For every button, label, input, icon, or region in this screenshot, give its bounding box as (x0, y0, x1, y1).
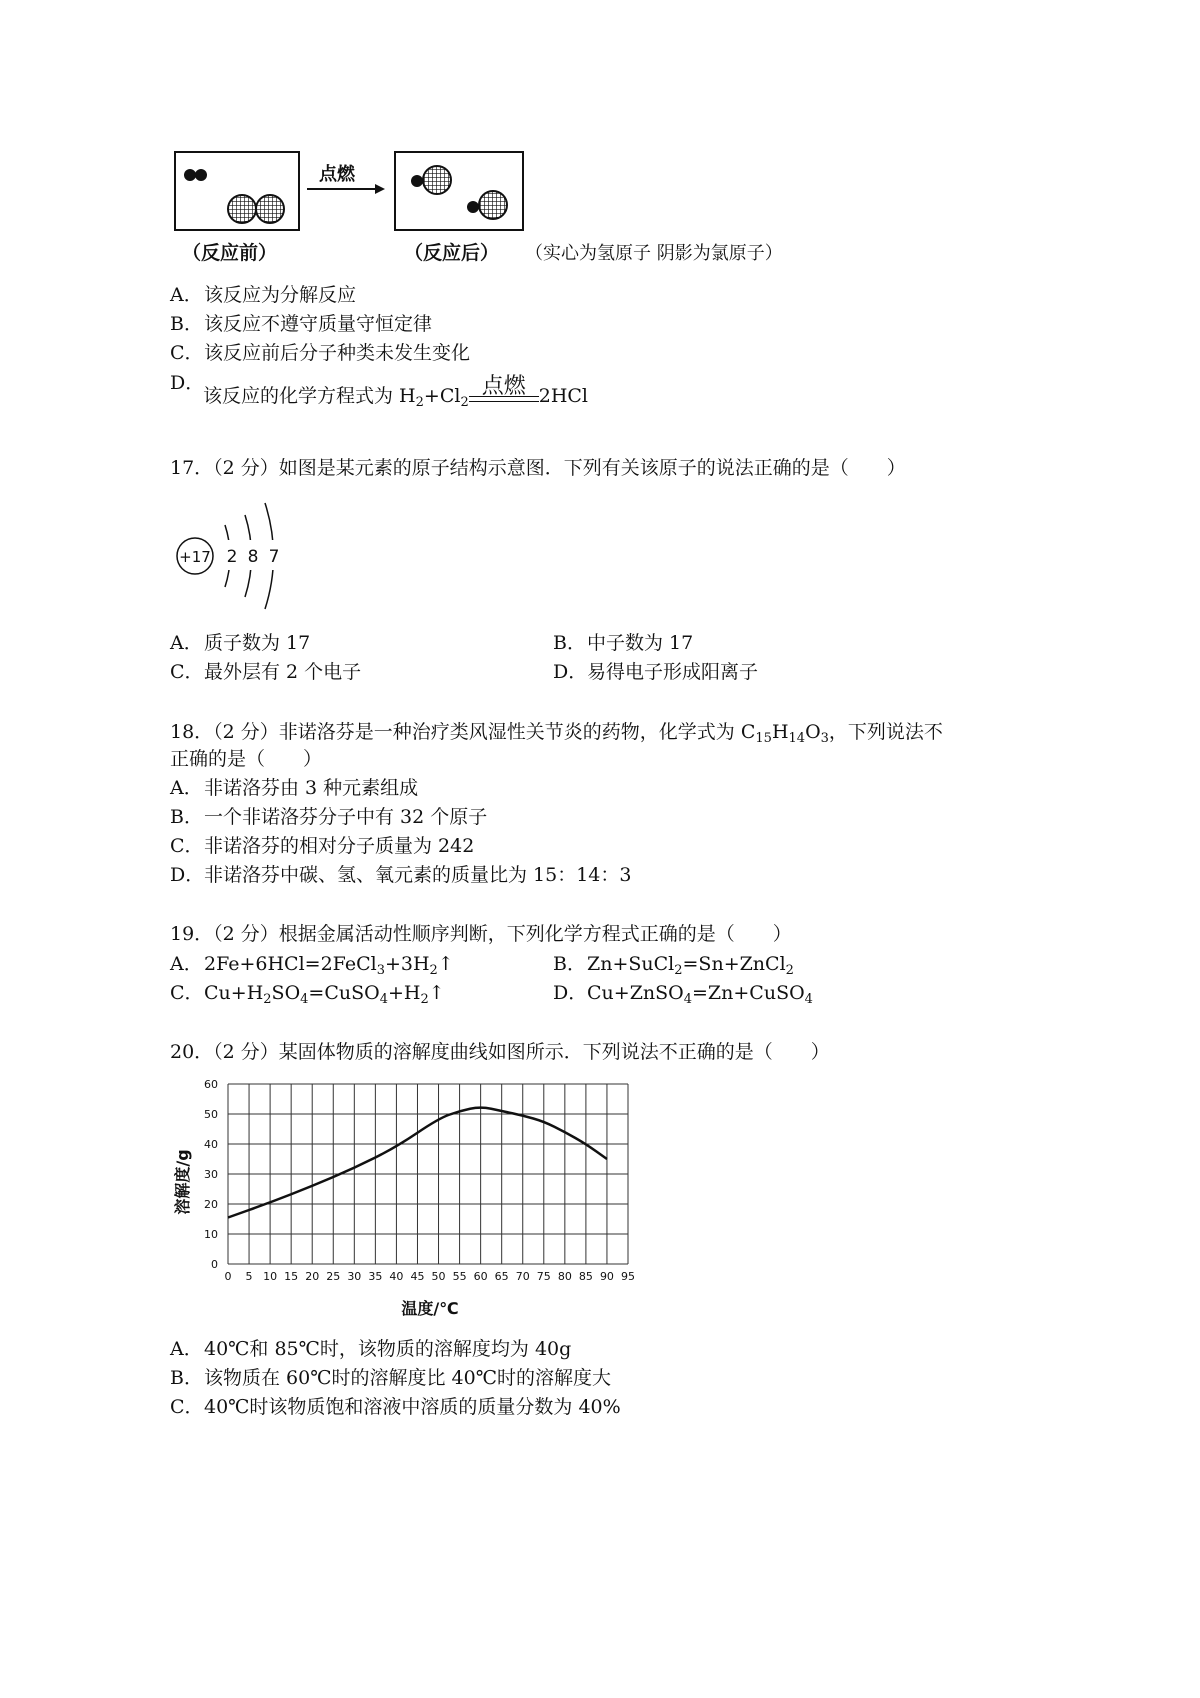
atom-structure-diagram (170, 495, 300, 615)
reaction-before-box (174, 151, 300, 231)
x-tick-label: 40 (389, 1270, 404, 1283)
y-tick-label: 10 (204, 1228, 218, 1241)
option-label: C． (170, 661, 204, 683)
option-text: 一个非诺洛芬分子中有 32 个原子 (204, 806, 488, 828)
option-label: D． (170, 864, 205, 886)
x-tick-label: 75 (536, 1270, 551, 1283)
equation-part: =Zn+CuSO (692, 982, 805, 1004)
q18-option-b (170, 804, 487, 830)
q16-option-d (203, 374, 589, 410)
x-tick-label: 25 (326, 1270, 341, 1283)
chlorine-atom (423, 166, 451, 194)
subscript: 2 (263, 992, 272, 1007)
y-tick-labels (204, 1078, 218, 1271)
equation-part: ↑ (428, 982, 445, 1004)
hydrogen-atom (411, 175, 423, 187)
chlorine-atom (228, 195, 256, 223)
formula-element: O (805, 721, 821, 743)
q18-option-a (170, 775, 418, 801)
option-text: 该物质在 60℃时的溶解度比 40℃时的溶解度大 (204, 1367, 611, 1389)
shell-electrons: 2 (226, 547, 238, 567)
equation-part: +3H (384, 953, 430, 975)
reaction-condition (469, 374, 539, 409)
q20-stem: 20．（2 分）某固体物质的溶解度曲线如图所示．下列说法不正确的是（ ） (170, 1041, 830, 1063)
subscript: 2 (674, 963, 683, 978)
equation-prefix: 该反应的化学方程式为 H (203, 385, 416, 407)
option-text: 该反应不遵守质量守恒定律 (204, 313, 433, 335)
subscript: 2 (420, 992, 429, 1007)
stem-text: ，下列说法不 (828, 721, 943, 743)
subscript: 2 (785, 963, 794, 978)
x-tick-label: 45 (410, 1270, 425, 1283)
option-label: A． (170, 632, 203, 654)
x-tick-label: 90 (599, 1270, 614, 1283)
subscript: 14 (788, 731, 806, 746)
y-tick-label: 60 (204, 1078, 218, 1091)
hydrogen-atom (467, 201, 479, 213)
nucleus-charge: +17 (179, 548, 211, 566)
q18-stem-line1 (170, 719, 943, 745)
option-label: A． (170, 777, 203, 799)
subscript: 3 (820, 731, 829, 746)
q17-stem: 17．（2 分）如图是某元素的原子结构示意图．下列有关该原子的说法正确的是（ ） (170, 457, 906, 479)
option-label: C． (170, 342, 204, 364)
x-tick-label: 10 (263, 1270, 278, 1283)
option-text: 该反应前后分子种类未发生变化 (204, 342, 471, 364)
x-tick-label: 5 (245, 1270, 253, 1283)
q19-stem: 19．（2 分）根据金属活动性顺序判断，下列化学方程式正确的是（ ） (170, 923, 792, 945)
option-text: 中子数为 17 (587, 632, 694, 654)
x-tick-label: 0 (224, 1270, 232, 1283)
subscript: 2 (429, 963, 438, 978)
equation-product: 2HCl (538, 385, 589, 407)
q18-option-d (170, 862, 631, 888)
y-tick-label: 50 (204, 1108, 218, 1121)
chlorine-atom (479, 191, 507, 219)
arrow-label: 点燃 (319, 164, 355, 185)
legend-note: （实心为氢原子 阴影为氯原子） (525, 243, 783, 264)
option-text: 40℃和 85℃时，该物质的溶解度均为 40g (204, 1338, 572, 1360)
subscript: 4 (683, 992, 693, 1007)
x-tick-label: 50 (431, 1270, 446, 1283)
option-label: B． (553, 953, 586, 975)
option-text: 质子数为 17 (204, 632, 311, 654)
x-tick-labels (225, 1270, 636, 1283)
x-tick-label: 70 (515, 1270, 530, 1283)
option-text: 最外层有 2 个电子 (204, 661, 362, 683)
x-axis-label: 温度/℃ (401, 1299, 459, 1318)
option-text: 非诺洛芬由 3 种元素组成 (204, 777, 419, 799)
y-tick-label: 30 (204, 1168, 218, 1181)
x-tick-label: 80 (557, 1270, 572, 1283)
option-label: A． (170, 1338, 203, 1360)
q19-option-d (553, 980, 813, 1006)
after-caption: （反应后） (404, 242, 500, 264)
x-tick-label: 85 (578, 1270, 593, 1283)
chlorine-atom (256, 195, 284, 223)
reaction-arrow (305, 160, 385, 200)
before-caption: （反应前） (182, 242, 278, 264)
before-molecules (176, 153, 298, 229)
option-label: C． (170, 835, 204, 857)
option-label: B． (553, 632, 586, 654)
q17-option-a (170, 630, 310, 656)
equation-part: +Cl (423, 385, 461, 407)
subscript: 4 (300, 992, 309, 1007)
option-text: 40℃时该物质饱和溶液中溶质的质量分数为 40% (204, 1396, 621, 1418)
option-label: B． (170, 313, 203, 335)
q17-option-d (553, 659, 758, 685)
option-label: B． (170, 1367, 203, 1389)
q19-option-c (170, 980, 445, 1006)
option-text: 非诺洛芬中碳、氢、氧元素的质量比为 15：14：3 (204, 864, 632, 886)
condition-label: 点燃 (481, 374, 526, 399)
x-tick-label: 15 (284, 1270, 299, 1283)
after-molecules (396, 153, 522, 229)
equation-part: 2Fe+6HCl=2FeCl (204, 953, 377, 975)
option-text: 非诺洛芬的相对分子质量为 242 (204, 835, 475, 857)
equation-part: =CuSO (308, 982, 380, 1004)
x-tick-label: 65 (494, 1270, 509, 1283)
equation-part: =Sn+ZnCl (682, 953, 786, 975)
y-tick-label: 20 (204, 1198, 218, 1211)
equation-part: +H (388, 982, 421, 1004)
subscript: 4 (804, 992, 813, 1007)
y-tick-label: 0 (211, 1258, 218, 1271)
option-label: A． (170, 953, 203, 975)
option-label: C． (170, 982, 204, 1004)
q18-stem-line2: 正确的是（ ） (170, 748, 323, 770)
q16-option-c (170, 340, 470, 366)
subscript: 2 (415, 395, 424, 410)
q17-option-c (170, 659, 361, 685)
x-tick-label: 60 (473, 1270, 488, 1283)
option-label: D． (553, 661, 588, 683)
subscript: 15 (755, 731, 772, 746)
formula-element: H (771, 721, 789, 743)
q20-option-a (170, 1336, 571, 1362)
option-label: B． (170, 806, 203, 828)
q20-option-c (170, 1394, 621, 1420)
q19-option-a (170, 951, 454, 977)
equation-part: Cu+H (204, 982, 264, 1004)
hydrogen-atom (195, 169, 207, 181)
subscript: 4 (379, 992, 388, 1007)
q16-option-a (170, 282, 356, 308)
q20-option-b (170, 1365, 611, 1391)
subscript: 3 (376, 963, 385, 978)
y-axis-label: 溶解度/g (173, 1149, 192, 1215)
option-text: 该反应为分解反应 (204, 284, 357, 306)
q16-option-b (170, 311, 432, 337)
solubility-chart (168, 1072, 648, 1322)
q17-option-b (553, 630, 693, 656)
equation-part: ↑ (437, 953, 454, 975)
q18-option-c (170, 833, 474, 859)
shell-electrons: 8 (247, 547, 259, 567)
equation-part: Zn+SuCl (587, 953, 675, 975)
option-label: C． (170, 1396, 204, 1418)
stem-text: 18．（2 分）非诺洛芬是一种治疗类风湿性关节炎的药物，化学式为 C (170, 721, 756, 743)
x-tick-label: 30 (347, 1270, 362, 1283)
x-tick-label: 95 (621, 1270, 635, 1283)
x-tick-label: 55 (452, 1270, 467, 1283)
q16-option-d-label: D． (170, 372, 205, 394)
equation-part: SO (271, 982, 301, 1004)
hydrogen-atom (184, 169, 196, 181)
equation-part: Cu+ZnSO (587, 982, 684, 1004)
reaction-after-box (394, 151, 524, 231)
chart-grid (228, 1084, 628, 1264)
q19-option-b (553, 951, 794, 977)
subscript: 2 (460, 395, 469, 410)
y-tick-label: 40 (204, 1138, 218, 1151)
option-label: A． (170, 284, 203, 306)
x-tick-label: 20 (305, 1270, 320, 1283)
x-tick-label: 35 (368, 1270, 383, 1283)
option-text: 易得电子形成阳离子 (587, 661, 759, 683)
shell-electrons: 7 (268, 547, 280, 567)
option-label: D． (553, 982, 588, 1004)
